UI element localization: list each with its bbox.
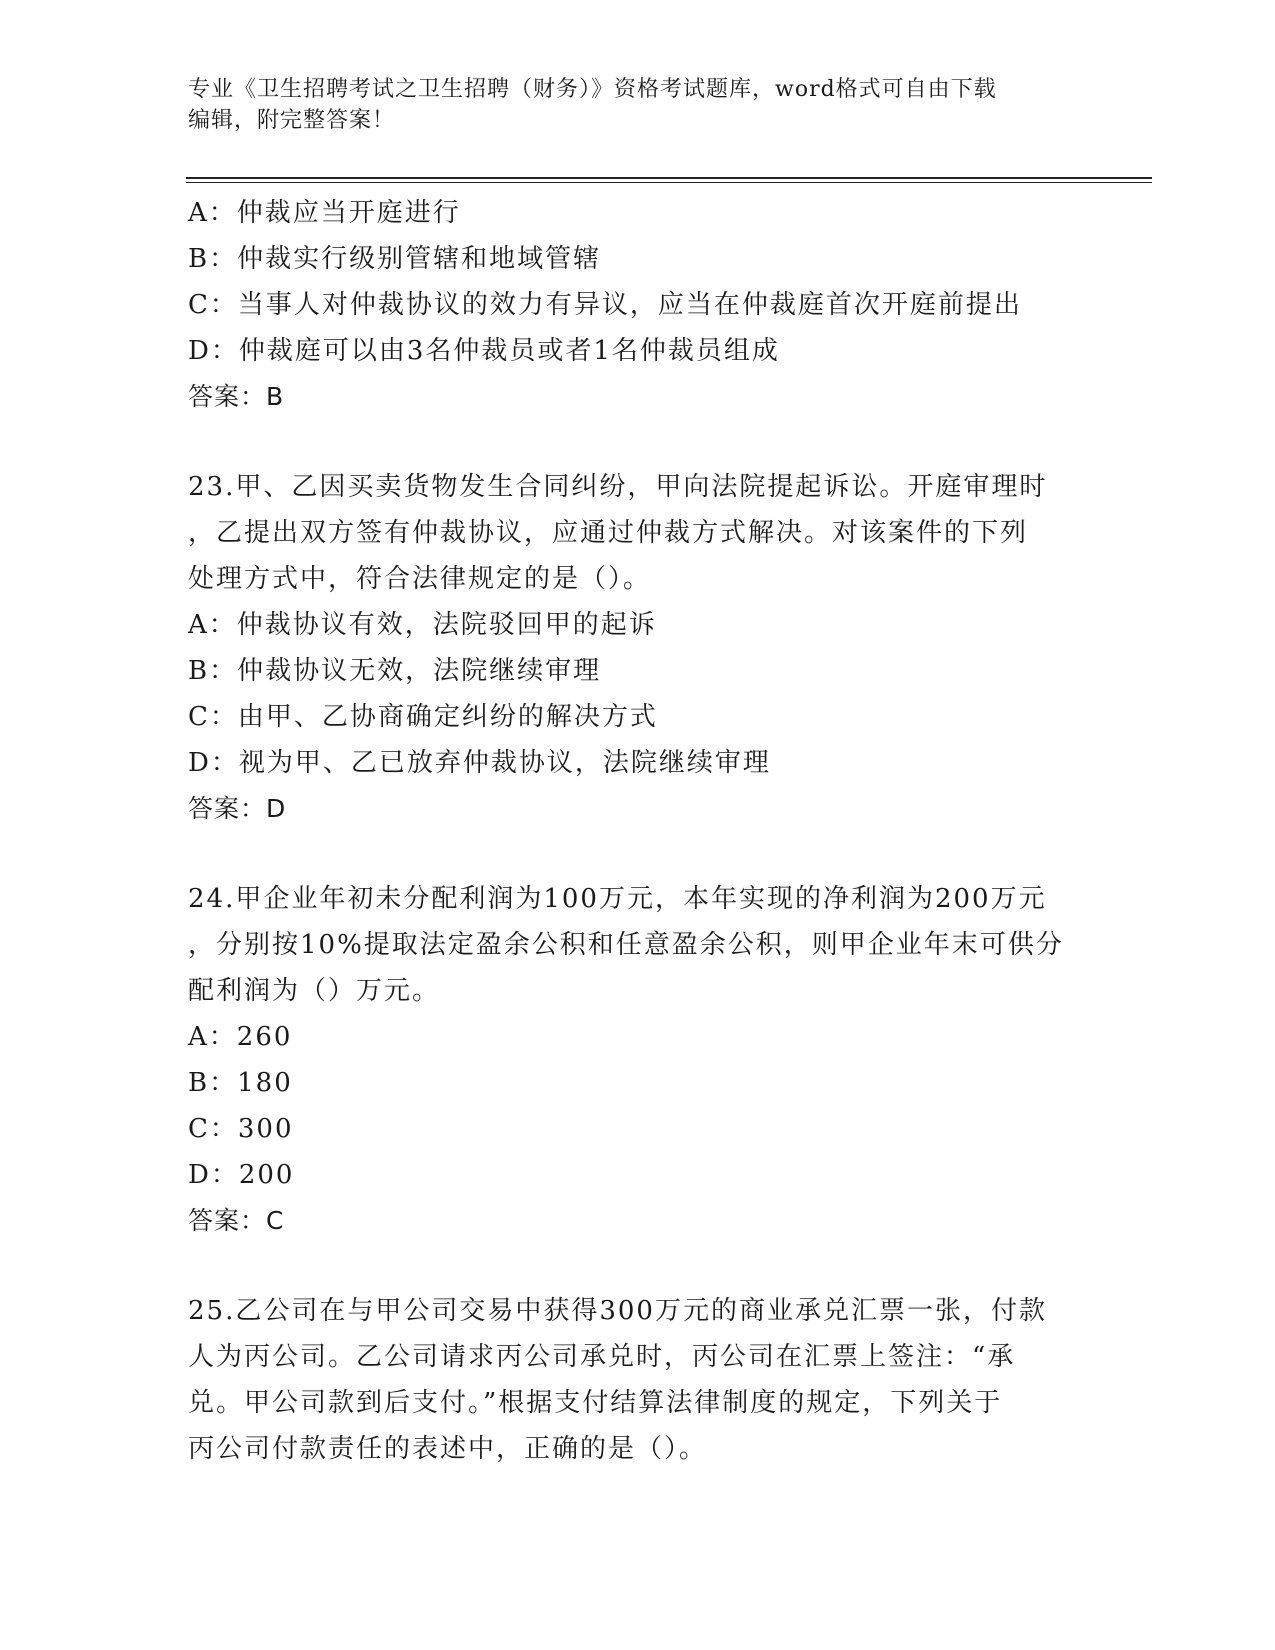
header-line-1: 专业《卫生招聘考试之卫生招聘（财务）》资格考试题库，word格式可自由下载 [188,77,997,102]
option-a: A：260 [188,1022,293,1052]
question-25 [188,1288,1088,1472]
question-text-line: 配利润为（）万元。 [188,976,441,1006]
header-divider-thin [186,182,1152,183]
question-text-line: 23.甲、乙因买卖货物发生合同纠纷，甲向法院提起诉讼。开庭审理时 [188,472,1048,502]
option-c: C：由甲、乙协商确定纠纷的解决方式 [188,702,658,732]
question-23 [188,464,1088,832]
option-d: D：200 [188,1160,295,1190]
option-b: B：180 [188,1068,293,1098]
header-divider-thick [186,177,1152,179]
answer-line: 答案：C [188,1206,285,1235]
header-line-2: 编辑，附完整答案！ [188,108,396,133]
question-text-line: 处理方式中，符合法律规定的是（）。 [188,564,652,594]
question-text-line: ，分别按10%提取法定盈余公积和任意盈余公积，则甲企业年末可供分 [188,930,1064,960]
question-22 [188,190,1088,420]
question-text-line: 人为丙公司。乙公司请求丙公司承兑时，丙公司在汇票上签注：“承 [188,1342,1016,1372]
question-text-line: 丙公司付款责任的表述中，正确的是（）。 [188,1434,708,1464]
question-text-line: 24.甲企业年初未分配利润为100万元，本年实现的净利润为200万元 [188,884,1047,914]
question-24 [188,876,1088,1244]
question-text-line: 兑。甲公司款到后支付。”根据支付结算法律制度的规定，下列关于 [188,1388,1003,1418]
option-c: C：当事人对仲裁协议的效力有异议，应当在仲裁庭首次开庭前提出 [188,290,1022,320]
option-a: A：仲裁应当开庭进行 [188,198,461,228]
document-header [188,74,1088,136]
question-text-line: ，乙提出双方签有仲裁协议，应通过仲裁方式解决。对该案件的下列 [188,518,1029,548]
question-text-line: 25.乙公司在与甲公司交易中获得300万元的商业承兑汇票一张，付款 [188,1296,1047,1326]
question-content [188,190,1088,1472]
option-b: B：仲裁实行级别管辖和地域管辖 [188,244,602,274]
answer-line: 答案：D [188,794,287,823]
option-a: A：仲裁协议有效，法院驳回甲的起诉 [188,610,657,640]
option-b: B：仲裁协议无效，法院继续审理 [188,656,602,686]
option-d: D：视为甲、乙已放弃仲裁协议，法院继续审理 [188,748,771,778]
option-c: C：300 [188,1114,294,1144]
option-d: D：仲裁庭可以由3名仲裁员或者1名仲裁员组成 [188,336,780,366]
answer-line: 答案：B [188,382,285,411]
